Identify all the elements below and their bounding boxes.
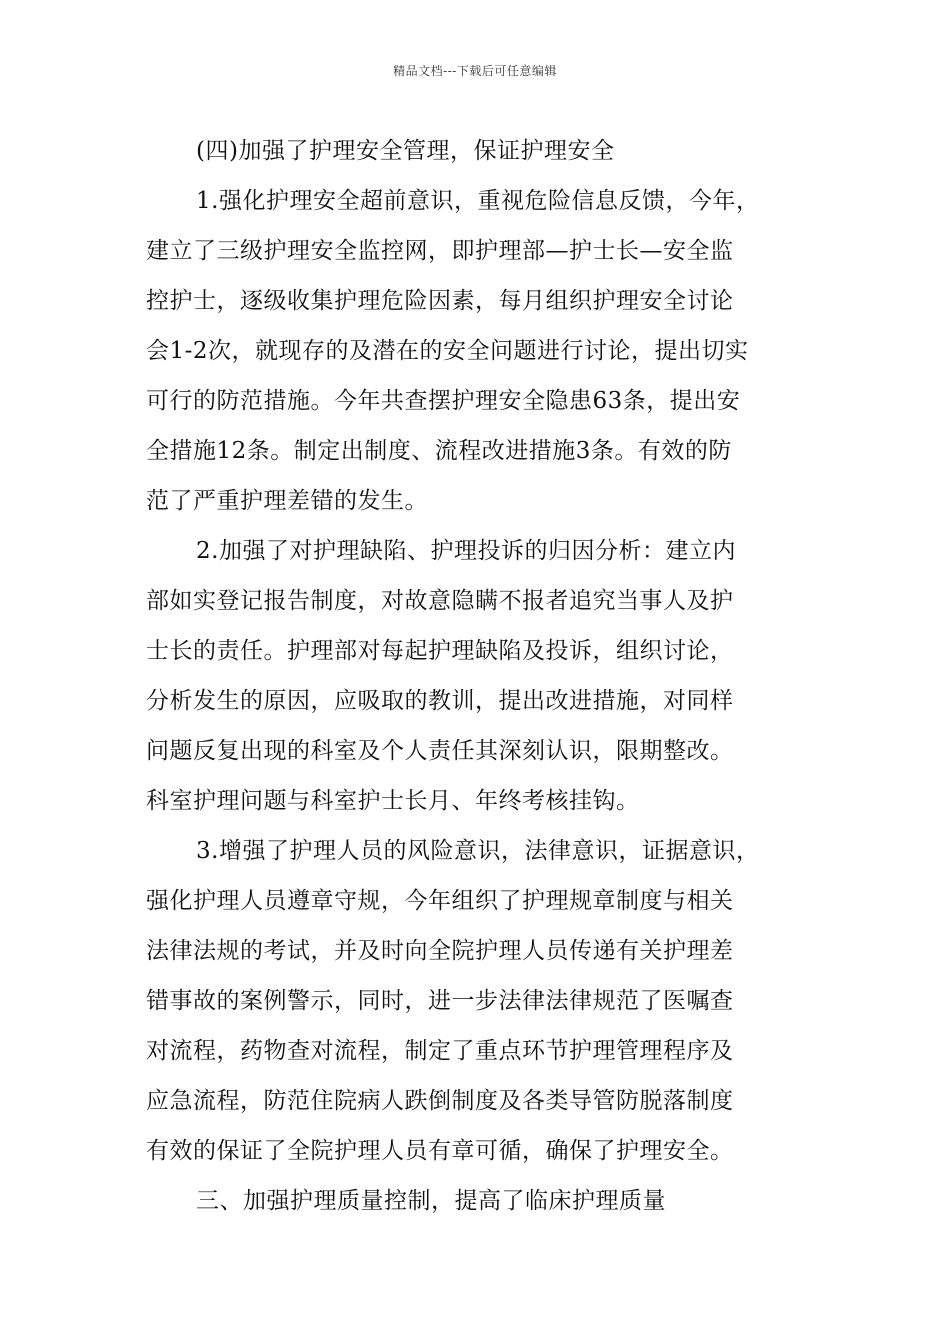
paragraph-line: 会1-2次，就现存的及潜在的安全问题进行讨论，提出切实 [146, 338, 749, 364]
section-heading: (四)加强了护理安全管理，保证护理安全 [196, 138, 615, 164]
paragraph-line: 可行的防范措施。今年共查摆护理安全隐患63条，提出安 [146, 388, 741, 414]
paragraph-line: 范了严重护理差错的发生。 [146, 488, 428, 514]
paragraph-line: 强化护理人员遵章守规，今年组织了护理规章制度与相关 [146, 888, 734, 914]
document-body [146, 126, 836, 1226]
paragraph-line: 问题反复出现的科室及个人责任其深刻认识，限期整改。 [146, 738, 734, 764]
page-header: 精品文档---下载后可任意编辑 [393, 64, 557, 78]
paragraph-line: 科室护理问题与科室护士长月、年终考核挂钩。 [146, 788, 640, 814]
paragraph-line: 有效的保证了全院护理人员有章可循，确保了护理安全。 [146, 1138, 734, 1164]
paragraph-line: 1.强化护理安全超前意识，重视危险信息反馈，今年， [196, 188, 760, 214]
paragraph-line: 3.增强了护理人员的风险意识，法律意识，证据意识， [196, 838, 760, 864]
paragraph-line: 法律法规的考试，并及时向全院护理人员传递有关护理差 [146, 938, 734, 964]
paragraph-line: 控护士，逐级收集护理危险因素，每月组织护理安全讨论 [146, 288, 734, 314]
section-heading: 三、加强护理质量控制，提高了临床护理质量 [196, 1188, 666, 1214]
paragraph-line: 2.加强了对护理缺陷、护理投诉的归因分析：建立内 [196, 538, 736, 564]
paragraph-line: 错事故的案例警示，同时，进一步法律法律规范了医嘱查 [146, 988, 734, 1014]
paragraph-line: 应急流程，防范住院病人跌倒制度及各类导管防脱落制度 [146, 1088, 734, 1114]
paragraph-line: 士长的责任。护理部对每起护理缺陷及投诉，组织讨论， [146, 638, 734, 664]
paragraph-line: 全措施12条。制定出制度、流程改进措施3条。有效的防 [146, 438, 732, 464]
paragraph-line: 部如实登记报告制度，对故意隐瞒不报者追究当事人及护 [146, 588, 734, 614]
paragraph-line: 建立了三级护理安全监控网，即护理部—护士长—安全监 [146, 238, 734, 264]
paragraph-line: 对流程，药物查对流程，制定了重点环节护理管理程序及 [146, 1038, 734, 1064]
paragraph-line: 分析发生的原因，应吸取的教训，提出改进措施，对同样 [146, 688, 734, 714]
